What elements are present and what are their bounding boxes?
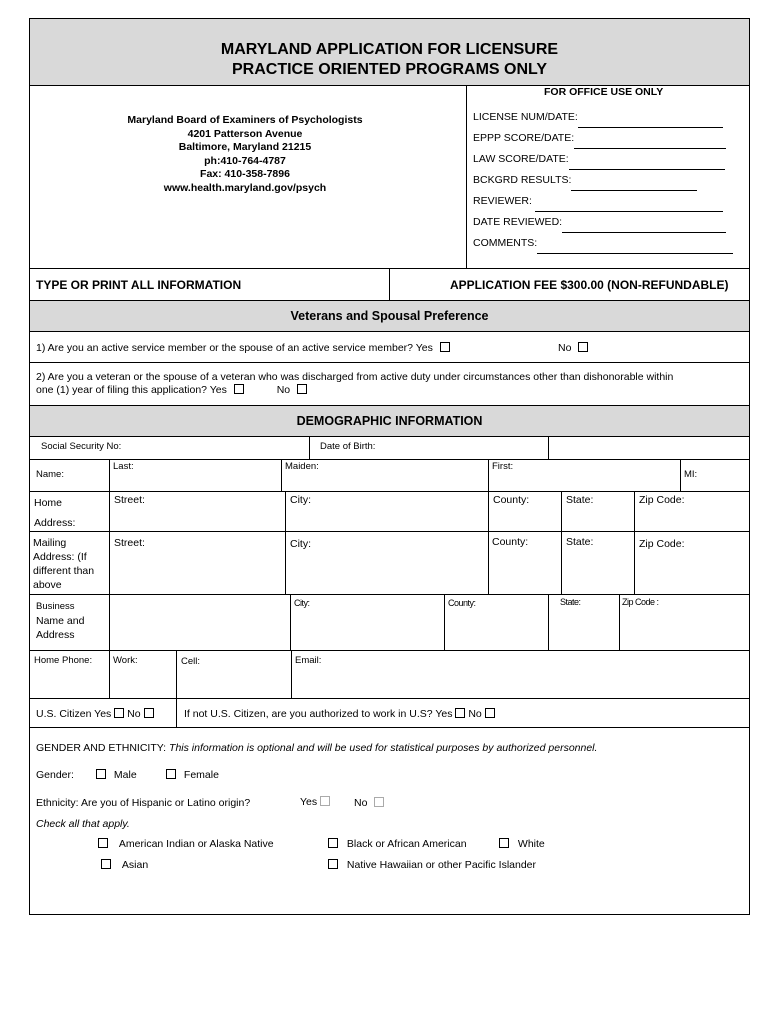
board-website[interactable]: www.health.maryland.gov/psych [163,181,327,194]
home-state-label: State: [566,494,594,506]
board-fax: Fax: 410-358-7896 [200,168,290,180]
work-authorization-question: If not U.S. Citizen, are you authorized to work in U.S? Yes No [184,708,495,720]
mailing-street-label: Street: [114,537,145,549]
business-zip-label: Zip Code : [622,597,659,607]
hispanic-no-checkbox[interactable] [374,797,384,807]
reviewer-field[interactable]: REVIEWER: [473,191,733,212]
auth-yes-checkbox[interactable] [455,708,465,718]
mi-label: MI: [684,469,698,480]
mailing-zip-label: Zip Code: [639,538,685,550]
home-address-label: Home Address: [34,497,76,529]
race-american-indian[interactable]: American Indian or Alaska Native [98,838,274,850]
mailing-state-label: State: [566,536,594,548]
american-indian-checkbox[interactable] [98,838,108,848]
check-all-note: Check all that apply. [36,818,130,830]
work-phone-label: Work: [113,655,138,666]
board-address [110,114,380,195]
last-name-label: Last: [113,461,134,472]
hispanic-yes-checkbox[interactable] [320,796,330,806]
date-reviewed-field[interactable]: DATE REVIEWED: [473,212,733,233]
race-asian[interactable]: Asian [101,859,148,871]
type-or-print-banner: TYPE OR PRINT ALL INFORMATION [36,278,242,292]
office-use-fields [473,107,733,254]
mailing-city-label: City: [290,538,311,550]
gender-male-option[interactable]: Male [96,769,137,781]
male-checkbox[interactable] [96,769,106,779]
gender-ethnicity-heading: GENDER AND ETHNICITY: This information is optional and will be used for statistical purposes by authorized personnel. [36,742,598,754]
board-phone: ph:410-764-4787 [204,154,286,167]
business-label: Business Name and Address [36,601,85,641]
demographic-header: DEMOGRAPHIC INFORMATION [296,414,483,428]
q2-yes-checkbox[interactable] [234,384,244,394]
board-street: 4201 Patterson Avenue [187,127,303,140]
q1-yes-checkbox[interactable] [440,342,450,352]
race-black[interactable]: Black or African American [328,838,467,850]
veterans-header: Veterans and Spousal Preference [290,309,489,323]
email-label: Email: [295,655,322,666]
asian-checkbox[interactable] [101,859,111,869]
q1-no-checkbox[interactable] [578,342,588,352]
office-use-header: FOR OFFICE USE ONLY [544,86,664,98]
female-checkbox[interactable] [166,769,176,779]
board-city: Baltimore, Maryland 21215 [178,141,312,153]
ssn-label: Social Security No: [41,441,122,452]
maiden-name-label: Maiden: [285,461,319,472]
auth-no-checkbox[interactable] [485,708,495,718]
citizen-no-checkbox[interactable] [144,708,154,718]
mailing-address-label: Mailing Address: (If different than above [33,537,95,591]
native-hawaiian-checkbox[interactable] [328,859,338,869]
hispanic-no-option[interactable]: No [354,797,384,809]
us-citizen-question: U.S. Citizen Yes No [36,708,154,720]
citizen-yes-checkbox[interactable] [114,708,124,718]
race-native-hawaiian[interactable]: Native Hawaiian or other Pacific Islander [328,859,536,871]
comments-field[interactable]: COMMENTS: [473,233,733,254]
gender-label: Gender: [36,769,74,781]
home-phone-label: Home Phone: [34,655,93,666]
mailing-county-label: County: [492,536,529,548]
home-street-label: Street: [114,494,145,506]
veterans-q1-no: No [558,342,588,354]
board-name: Maryland Board of Examiners of Psychologists [127,114,363,126]
home-zip-label: Zip Code: [639,494,685,506]
eppp-score-field[interactable]: EPPP SCORE/DATE: [473,128,733,149]
white-checkbox[interactable] [499,838,509,848]
hispanic-yes-option[interactable]: Yes [300,796,330,808]
veterans-q2: 2) Are you a veteran or the spouse of a veteran who was discharged from active duty under circumstances other than dishonorable within one (1) year of filing this application? Yes No [36,371,674,396]
ssn-field[interactable] [29,437,310,459]
race-white[interactable]: White [499,838,545,850]
business-county-label: County: [448,598,476,608]
first-name-label: First: [492,461,514,472]
business-city-label: City: [294,598,310,608]
license-num-field[interactable]: LICENSE NUM/DATE: [473,107,733,128]
ethnicity-question: Ethnicity: Are you of Hispanic or Latino origin? [36,797,251,809]
home-county-label: County: [493,494,530,506]
business-state-label: State: [560,597,581,607]
dob-label: Date of Birth: [320,441,376,452]
cell-phone-label: Cell: [181,656,201,667]
law-score-field[interactable]: LAW SCORE/DATE: [473,149,733,170]
application-fee-banner: APPLICATION FEE $300.00 (NON-REFUNDABLE) [450,278,729,292]
bckgrd-results-field[interactable]: BCKGRD RESULTS: [473,170,733,191]
veterans-q1: 1) Are you an active service member or the spouse of an active service member? Yes [36,342,450,354]
home-city-label: City: [290,494,311,506]
form-title: MARYLAND APPLICATION FOR LICENSURE PRACTICE ORIENTED PROGRAMS ONLY [220,41,559,78]
gender-female-option[interactable]: Female [166,769,219,781]
name-label: Name: [36,469,64,480]
q2-no-checkbox[interactable] [297,384,307,394]
black-checkbox[interactable] [328,838,338,848]
